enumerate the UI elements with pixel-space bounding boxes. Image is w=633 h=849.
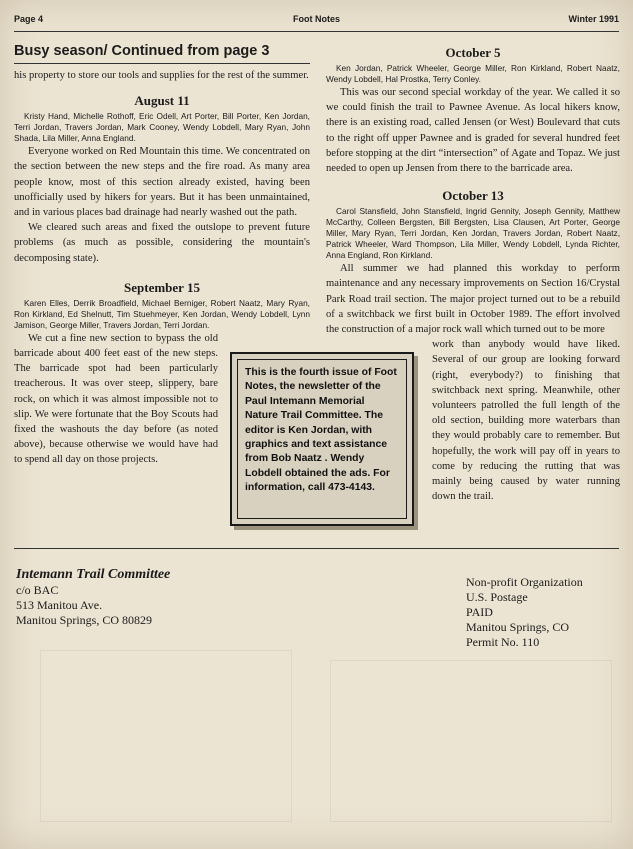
paragraph-august-11-1: Everyone worked on Red Mountain this time. We concentrated on the section between the new steps and the fire road. As many area people know, most of this section already existed, having been unofficially used by hikers for years. But it has been unmaintained, and in various places bad drainage had nearly washed out the path. — [14, 146, 310, 219]
mailing-section-rule — [14, 548, 619, 549]
return-address — [16, 566, 276, 628]
postage-line-5: Permit No. 110 — [466, 635, 540, 649]
postage-line-3: PAID — [466, 605, 493, 619]
page-number: Page 4 — [14, 14, 44, 24]
postage-line-4: Manitou Springs, CO — [466, 620, 570, 634]
page-header — [14, 14, 619, 28]
postage-line-1: Non-profit Organization — [466, 575, 583, 589]
heading-rule — [14, 63, 310, 64]
organization-name: Intemann Trail Committee — [16, 567, 171, 582]
header-rule — [14, 31, 619, 32]
paragraph-september-15: We cut a fine new section to bypass the old barricade about 400 feet east of the new steps. The barricade spot had been particularly treacherous. It was over steep, slippery, bare rock, on which it was almost impossible not to slip. We were fortunate that the Boy Scouts had fixed the washouts the day before (as noted above), because otherwise we would have had to spend all day on those projects. — [14, 332, 218, 466]
newsletter-info-text: This is the fourth issue of Foot Notes, the newsletter of the Paul Intemann Memorial Nature Trail Committee. The editor is Ken Jordan, with graphics and text assistance from Bob Naatz . Wendy Lobdell obtained the ads. For information, call 473-4143. — [237, 359, 407, 519]
issue-date: Winter 1991 — [568, 14, 619, 24]
publication-name: Foot Notes — [293, 14, 340, 24]
return-address-line-3: Manitou Springs, CO 80829 — [16, 613, 153, 627]
paragraph-october-5: This was our second special workday of the year. We called it so we could finish the trail to Pawnee Avenue. As local hikers know, there is an existing road, called Jensen (or West) Boulevard that cuts to the right off upper Pawnee and is graded for several hundred feet before stopping at the dirt “intersection” of Agate and Topaz. We just needed to open up Jensen from there to the barricade area. — [326, 87, 620, 175]
paragraph-august-11-2: We cleared such areas and fixed the outslope to prevent future problems (as much as possible, considering the mountain's decomposing state). — [14, 222, 310, 264]
bleed-through-box — [330, 660, 612, 822]
postage-indicia — [466, 575, 621, 650]
section-title-september-15: September 15 — [124, 279, 200, 295]
section-title-august-11: August 11 — [134, 93, 190, 109]
paragraph-october-13-top: All summer we had planned this workday to perform maintenance and any necessary improvements on Section 16/Crystal Park Road trail section. The major project turned out to be a rebuild of a switchback we first built in October 1989. The effort involved the construction of a major rock wall which turned out to be more — [326, 263, 620, 336]
section-title-october-5: October 5 — [445, 45, 501, 60]
intro-paragraph: his property to store our tools and supplies for the rest of the summer. — [14, 70, 309, 81]
volunteer-names-october-5: Ken Jordan, Patrick Wheeler, George Miller, Ron Kirkland, Robert Naatz, Wendy Lobdell, Hal Prostka, Terry Conley. — [326, 63, 620, 84]
volunteer-names-september-15: Karen Elles, Derrik Broadfield, Michael Berniger, Robert Naatz, Mary Ryan, Ron Kirkland, Ed Shelnutt, Tim Stuehmeyer, Ken Jordan, Wendy Lobdell, Lynn Jamison, George Miller, Travers Jordan, Terri Jordan. — [14, 297, 310, 330]
volunteer-names-october-13: Carol Stansfield, John Stansfield, Ingrid Gennity, Joseph Gennity, Matthew McCarthy, Colleen Bergsten, Bill Bergsten, Lisa Clausen, Art Porter, George Miller, Mary Ryan, Terri Jordan, Ken Jordan, Travers Jordan, Robert Naatz, Patrick Wheeler, Ward Thompson, Lila Miller, Wendy Lobdell, Lynda Richter, Anna England, Ron Kirkland. — [326, 206, 620, 261]
bleed-through-box — [40, 650, 292, 822]
paragraph-october-13-bottom: work than anybody would have liked. Several of our group are looking forward (right, everybody?) to finishing that switchback next spring. Meanwhile, other volunteers patrolled the full length of the old section, building more waterbars than they would probably care to remember. But hopefully, the work will pay off in years to come by reducing the rutting that was mainly being caused by water running down the trail. — [432, 339, 620, 503]
newsletter-info-box — [230, 352, 414, 526]
volunteer-names-august-11: Kristy Hand, Michelle Rothoff, Eric Odell, Art Porter, Bill Porter, Ken Jordan, Terri Jordan, Travers Jordan, Mark Cooney, Wendy Lobdell, Mary Ryan, John Shada, Lila Miller, Anna England. — [14, 111, 310, 144]
return-address-line-2: 513 Manitou Ave. — [16, 598, 103, 612]
postage-line-2: U.S. Postage — [466, 590, 528, 604]
section-title-october-13: October 13 — [442, 188, 504, 204]
continued-heading: Busy season/ Continued from page 3 — [14, 43, 270, 59]
return-address-line-1: c/o BAC — [16, 583, 59, 597]
